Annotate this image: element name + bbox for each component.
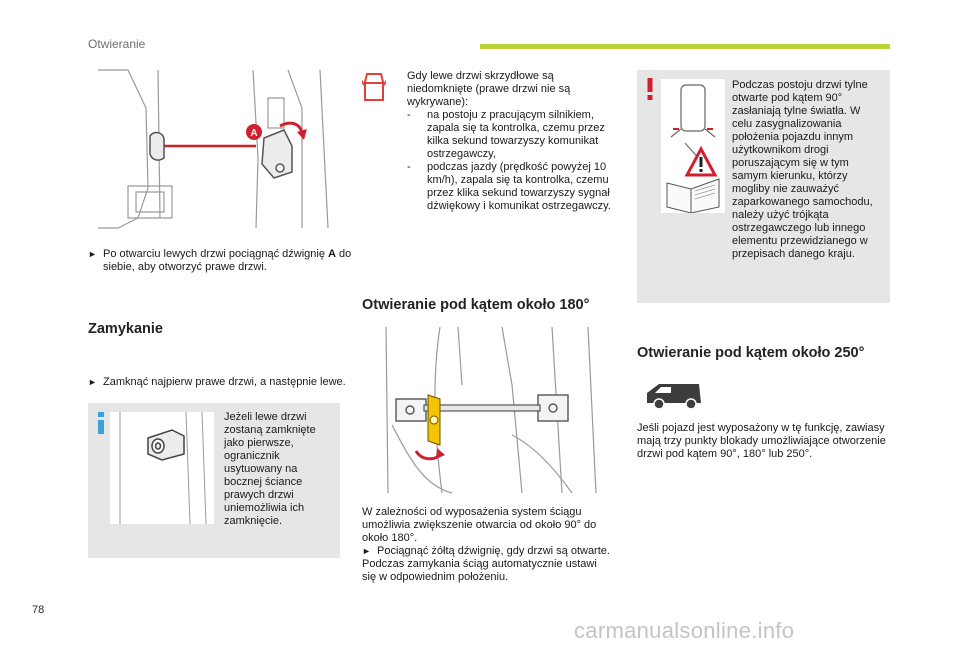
exclamation-icon [646, 78, 654, 100]
text-250: Jeśli pojazd jest wyposażony w tę funkcję, zawiasy mają trzy punkty blokady umożliwiające otworzenie drzwi pod kątem 90°, 180° lub 250°. [637, 422, 886, 460]
info-icon [94, 412, 108, 434]
instruction-lever-ref: A [328, 248, 336, 260]
text-180-intro: W zależności od wyposażenia system ściągu umożliwia zwiększenie otwarcia od około 90° do około 180°. [362, 506, 597, 544]
info-text: Jeżeli lewe drzwi zostaną zamknięte jako pierwsze, ogranicznik usytuowany na bocznej ściance prawych drzwi uniemożliwia ich zamknięcie. [224, 411, 316, 527]
yellow-lever-illustration [362, 325, 608, 495]
heading-180: Otwieranie pod kątem około 180° [362, 297, 590, 313]
door-open-warning-lamp-icon [362, 70, 386, 104]
door-warning-item-driving: - podczas jazdy (prędkość powyżej 10 km/h), zapala się ta kontrolka, czemu przez klika sekund towarzyszy sygnał dźwiękowy i komunikat ostrzegawczy. [407, 161, 611, 212]
info-box [88, 403, 340, 558]
section-label: Otwieranie [88, 37, 146, 51]
watermark: carmanualsonline.info [574, 618, 795, 643]
instruction-text-end: do siebie, aby otworzyć prawe drzwi. [103, 248, 352, 273]
door-warning-text [407, 70, 619, 213]
text-180-instruction: ► Pociągnąć żółtą dźwignię, gdy drzwi są otwarte. [362, 545, 610, 557]
note-text: Podczas postoju drzwi tylne otwarte pod kątem 90° zasłaniają tylne światła. W celu zasygnalizowania położenia pojazdu innym użytkownikom drogi poruszającym się w tym samym kierunku, którzy mogliby nie zauważyć zaparkowanego samochodu, należy użyć trójkąta ostrzegawczego lub innego elementu przewidzianego w przepisach danego kraju. [732, 79, 873, 260]
bullet-marker: ► [88, 249, 97, 259]
instruction-open-right-door [88, 248, 353, 274]
page-number: 78 [32, 604, 45, 616]
instruction-close-order [88, 376, 353, 389]
callout-a-label: A [250, 128, 258, 139]
instruction-text-start: Po otwarciu lewych drzwi pociągnąć dźwignię [103, 248, 328, 260]
door-lever-illustration [88, 68, 344, 236]
warning-note-box [637, 70, 890, 303]
heading-250: Otwieranie pod kątem około 250° [637, 345, 865, 361]
door-stop-illustration [110, 412, 214, 524]
header-accent-bar [480, 44, 890, 49]
rear-doors-triangle-illustration [661, 79, 725, 213]
text-180 [362, 506, 612, 584]
van-icon [645, 381, 703, 411]
heading-closing: Zamykanie [88, 321, 163, 337]
bullet-marker: ► [88, 377, 97, 387]
instruction-close-text: Zamknąć najpierw prawe drzwi, a następnie lewe. [103, 376, 346, 388]
door-warning-item-stationary: - na postoju z pracującym silnikiem, zapala się ta kontrolka, czemu przez kilka sekund towarzyszy komunikat ostrzegawczy, [407, 109, 605, 160]
text-180-closing: Podczas zamykania ściąg automatycznie ustawi się w odpowiednim położeniu. [362, 558, 597, 583]
door-warning-intro: Gdy lewe drzwi skrzydłowe są niedomknięte (prawe drzwi nie są wykrywane): [407, 70, 571, 108]
